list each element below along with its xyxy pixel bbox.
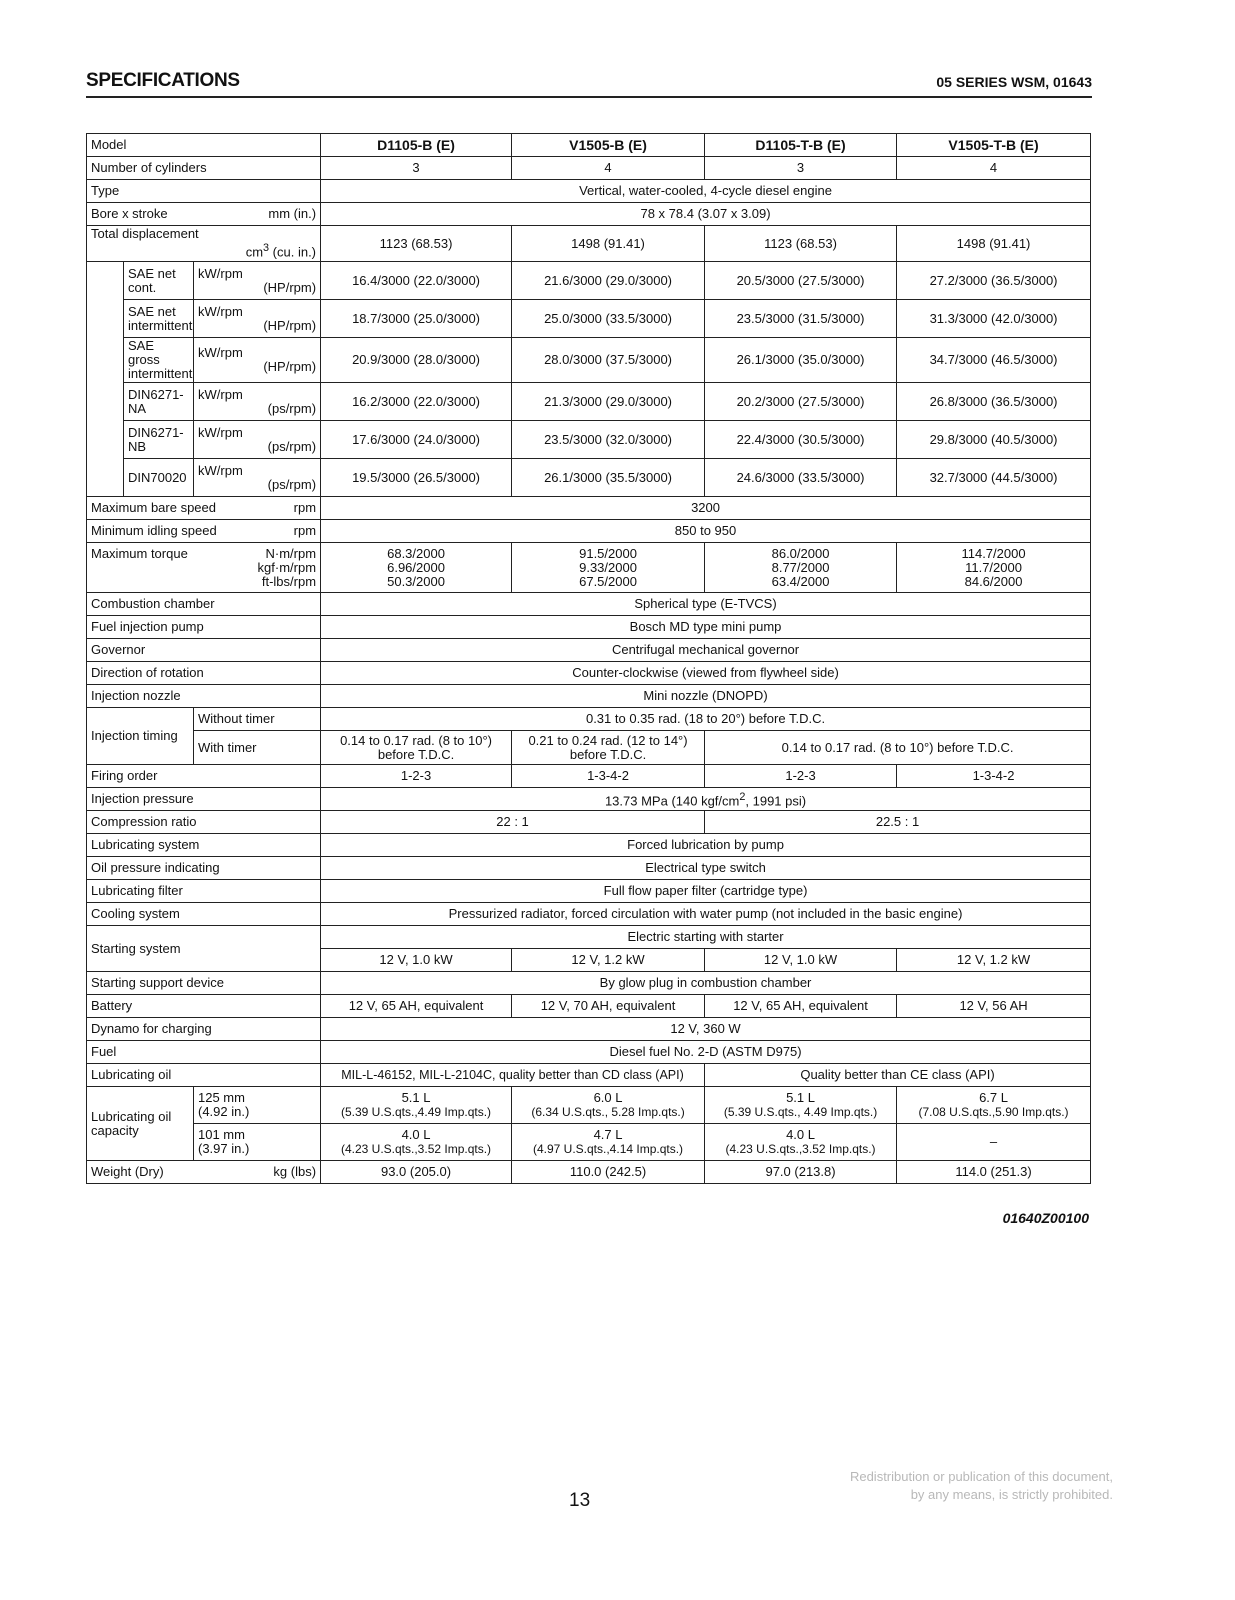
table-cell <box>897 1087 1091 1124</box>
row-label: Lubricating oil capacity <box>87 1087 194 1161</box>
table-row <box>87 834 1091 857</box>
table-row <box>87 226 1091 262</box>
row-label: Lubricating oil <box>87 1064 321 1087</box>
table-cell: 22.4/3000 (30.5/3000) <box>705 421 897 459</box>
table-cell: 0.31 to 0.35 rad. (18 to 20°) before T.D.C. <box>321 708 1091 731</box>
table-cell: By glow plug in combustion chamber <box>321 972 1091 995</box>
table-cell: 34.7/3000 (46.5/3000) <box>897 338 1091 383</box>
row-label <box>87 543 321 593</box>
table-cell: 12 V, 70 AH, equivalent <box>512 995 705 1018</box>
table-row <box>87 880 1091 903</box>
table-cell: 1123 (68.53) <box>705 226 897 262</box>
label-text: Bore x stroke <box>91 206 168 221</box>
figure-code: 01640Z00100 <box>1002 1210 1089 1226</box>
value-superscript: 2 <box>739 790 746 803</box>
unit-part: cm <box>245 244 264 260</box>
value-line: 86.0/2000 <box>771 545 830 561</box>
label-text: DIN70020 <box>128 469 187 485</box>
table-row <box>87 1087 1091 1124</box>
label-text: DIN6271-NA <box>128 386 184 416</box>
unit-text: N·m/rpm <box>265 545 317 561</box>
row-label: Fuel <box>87 1041 321 1064</box>
table-cell: 97.0 (213.8) <box>705 1161 897 1184</box>
row-label: Battery <box>87 995 321 1018</box>
table-row <box>87 639 1091 662</box>
row-label <box>87 520 321 543</box>
table-row <box>87 1161 1091 1184</box>
label-text: Total displacement <box>91 226 199 242</box>
row-label <box>124 383 194 421</box>
table-row <box>87 180 1091 203</box>
value-line: 91.5/2000 <box>579 545 637 561</box>
label-text: 125 mm <box>198 1090 245 1105</box>
table-cell <box>897 543 1091 593</box>
value-part: 13.73 MPa (140 kgf/cm <box>604 793 740 809</box>
table-cell: 0.21 to 0.24 rad. (12 to 14°) before T.D.C. <box>512 731 705 765</box>
table-cell <box>512 1124 705 1161</box>
table-row <box>87 497 1091 520</box>
table-cell: 29.8/3000 (40.5/3000) <box>897 421 1091 459</box>
table-cell: Quality better than CE class (API) <box>705 1064 1091 1087</box>
value-line: (4.97 U.S.qts.,4.14 Imp.qts.) <box>532 1142 684 1156</box>
table-cell: 25.0/3000 (33.5/3000) <box>512 300 705 338</box>
table-cell: 27.2/3000 (36.5/3000) <box>897 262 1091 300</box>
table-row <box>87 972 1091 995</box>
value-line: 114.7/2000 <box>961 545 1026 561</box>
label-text: SAE net <box>128 303 176 319</box>
unit-text: kg (lbs) <box>273 1164 317 1179</box>
table-cell <box>321 788 1091 811</box>
table-cell: 12 V, 65 AH, equivalent <box>705 995 897 1018</box>
table-row <box>87 157 1091 180</box>
table-cell: MIL-L-46152, MIL-L-2104C, quality better than CD class (API) <box>321 1064 705 1087</box>
value-line: (4.23 U.S.qts.,3.52 Imp.qts.) <box>340 1142 492 1156</box>
row-label: Compression ratio <box>87 811 321 834</box>
table-cell: 22 : 1 <box>321 811 705 834</box>
document-reference: 05 SERIES WSM, 01643 <box>936 74 1092 90</box>
label-text: cont. <box>128 279 157 295</box>
value-line: 4.0 L <box>786 1127 815 1142</box>
value-line: 4.7 L <box>593 1127 623 1142</box>
table-row <box>87 685 1091 708</box>
table-cell: 26.1/3000 (35.5/3000) <box>512 459 705 497</box>
unit-cell <box>194 300 321 338</box>
table-cell: 1498 (91.41) <box>512 226 705 262</box>
specifications-table <box>86 133 1091 1184</box>
unit-cell <box>194 338 321 383</box>
model-header: V1505-B (E) <box>512 134 705 157</box>
value-line: 63.4/2000 <box>771 573 830 589</box>
table-cell: Electrical type switch <box>321 857 1091 880</box>
unit-part: (cu. in.) <box>269 244 317 260</box>
row-label <box>124 262 194 300</box>
sub-label <box>194 1087 321 1124</box>
table-row <box>87 1018 1091 1041</box>
group-label <box>87 262 124 497</box>
model-header: D1105-T-B (E) <box>705 134 897 157</box>
table-cell: Pressurized radiator, forced circulation with water pump (not included in the basic engine) <box>321 903 1091 926</box>
model-header: D1105-B (E) <box>321 134 512 157</box>
table-cell: 20.9/3000 (28.0/3000) <box>321 338 512 383</box>
value-line: 5.1 L <box>786 1090 815 1105</box>
table-cell: 0.14 to 0.17 rad. (8 to 10°) before T.D.C. <box>705 731 1091 765</box>
table-row <box>87 903 1091 926</box>
unit-text: kgf·m/rpm <box>257 559 317 575</box>
label-text: DIN6271-NB <box>128 424 184 454</box>
value-part: , 1991 psi) <box>745 793 807 809</box>
table-row <box>87 543 1091 593</box>
table-cell <box>321 1124 512 1161</box>
table-cell: 19.5/3000 (26.5/3000) <box>321 459 512 497</box>
table-cell: 23.5/3000 (31.5/3000) <box>705 300 897 338</box>
table-cell: 16.4/3000 (22.0/3000) <box>321 262 512 300</box>
notice-line: Redistribution or publication of this document, <box>849 1469 1113 1484</box>
table-cell: Mini nozzle (DNOPD) <box>321 685 1091 708</box>
table-cell: 3200 <box>321 497 1091 520</box>
table-row <box>87 995 1091 1018</box>
table-cell <box>705 543 897 593</box>
table-row <box>87 1124 1091 1161</box>
table-cell: Centrifugal mechanical governor <box>321 639 1091 662</box>
unit-text: kW/rpm <box>198 386 243 402</box>
table-row <box>87 134 1091 157</box>
row-label: Firing order <box>87 765 321 788</box>
row-label: Injection nozzle <box>87 685 321 708</box>
row-label: Fuel injection pump <box>87 616 321 639</box>
unit-text: rpm <box>293 523 317 538</box>
table-cell: Forced lubrication by pump <box>321 834 1091 857</box>
table-cell: 1-2-3 <box>321 765 512 788</box>
value-line: 6.96/2000 <box>387 559 445 575</box>
table-row <box>87 262 1091 300</box>
table-row <box>87 300 1091 338</box>
table-cell: 110.0 (242.5) <box>512 1161 705 1184</box>
label-text: intermittent <box>128 317 193 333</box>
unit-text: (HP/rpm) <box>263 359 317 374</box>
table-row <box>87 765 1091 788</box>
table-cell: 21.6/3000 (29.0/3000) <box>512 262 705 300</box>
page-number: 13 <box>569 1490 591 1511</box>
label-text: Maximum bare speed <box>91 500 216 515</box>
page-title: SPECIFICATIONS <box>86 70 240 91</box>
value-line: (4.23 U.S.qts.,3.52 Imp.qts.) <box>725 1142 876 1156</box>
unit-text <box>91 241 316 259</box>
table-row <box>87 662 1091 685</box>
row-label: Direction of rotation <box>87 662 321 685</box>
table-row <box>87 383 1091 421</box>
row-label: Dynamo for charging <box>87 1018 321 1041</box>
page-header <box>86 70 1092 98</box>
value-line: (5.39 U.S.qts.,4.49 Imp.qts.) <box>340 1105 492 1119</box>
row-label <box>87 226 321 262</box>
unit-text: kW/rpm <box>198 462 243 478</box>
value-line: 9.33/2000 <box>579 559 637 575</box>
value-line: (7.08 U.S.qts.,5.90 Imp.qts.) <box>918 1105 1069 1119</box>
label-text: (4.92 in.) <box>198 1104 250 1119</box>
table-cell: Vertical, water-cooled, 4-cycle diesel engine <box>321 180 1091 203</box>
row-label <box>124 338 194 383</box>
table-cell: Diesel fuel No. 2-D (ASTM D975) <box>321 1041 1091 1064</box>
value-line: 6.7 L <box>979 1090 1008 1105</box>
table-cell: 26.1/3000 (35.0/3000) <box>705 338 897 383</box>
value-line: 5.1 L <box>401 1090 431 1105</box>
value-line: 11.7/2000 <box>965 559 1022 575</box>
table-row <box>87 926 1091 949</box>
row-label <box>124 459 194 497</box>
value-line: 4.0 L <box>401 1127 431 1142</box>
table-cell: 0.14 to 0.17 rad. (8 to 10°) before T.D.C. <box>321 731 512 765</box>
table-row <box>87 593 1091 616</box>
table-cell: 12 V, 360 W <box>321 1018 1091 1041</box>
table-cell: 23.5/3000 (32.0/3000) <box>512 421 705 459</box>
table-cell: 1-2-3 <box>705 765 897 788</box>
table-cell: 93.0 (205.0) <box>321 1161 512 1184</box>
unit-text: kW/rpm <box>198 345 243 360</box>
unit-stack <box>258 547 317 589</box>
table-cell: 12 V, 1.2 kW <box>512 949 705 972</box>
value-line: 6.0 L <box>593 1090 623 1105</box>
table-cell <box>321 543 512 593</box>
row-label: Starting system <box>87 926 321 972</box>
redistribution-notice <box>783 1468 1113 1504</box>
table-row <box>87 811 1091 834</box>
row-label: Number of cylinders <box>87 157 321 180</box>
table-row <box>87 459 1091 497</box>
table-cell: 1498 (91.41) <box>897 226 1091 262</box>
table-cell: 1-3-4-2 <box>512 765 705 788</box>
table-cell: 3 <box>321 157 512 180</box>
table-row <box>87 1041 1091 1064</box>
model-header: V1505-T-B (E) <box>897 134 1091 157</box>
table-cell: 12 V, 65 AH, equivalent <box>321 995 512 1018</box>
row-label: Type <box>87 180 321 203</box>
unit-text: (HP/rpm) <box>263 279 317 295</box>
table-cell <box>512 543 705 593</box>
row-label <box>124 421 194 459</box>
table-cell <box>705 1124 897 1161</box>
table-cell: 12 V, 56 AH <box>897 995 1091 1018</box>
row-label: Injection timing <box>87 708 194 765</box>
label-text: SAE net <box>128 265 176 281</box>
unit-cell <box>194 421 321 459</box>
row-label <box>87 497 321 520</box>
table-cell: 850 to 950 <box>321 520 1091 543</box>
row-label: Model <box>87 134 321 157</box>
unit-text: (ps/rpm) <box>267 438 317 454</box>
unit-text: mm (in.) <box>268 206 317 221</box>
value-line: 8.77/2000 <box>771 559 830 575</box>
table-row <box>87 1064 1091 1087</box>
notice-line: by any means, is strictly prohibited. <box>910 1487 1113 1502</box>
table-cell: 4 <box>512 157 705 180</box>
table-cell: 20.5/3000 (27.5/3000) <box>705 262 897 300</box>
table-cell: 17.6/3000 (24.0/3000) <box>321 421 512 459</box>
row-label <box>124 300 194 338</box>
row-label: Injection pressure <box>87 788 321 811</box>
unit-text: kW/rpm <box>198 424 243 440</box>
value-line: 84.6/2000 <box>964 573 1023 589</box>
row-label: Starting support device <box>87 972 321 995</box>
table-row <box>87 203 1091 226</box>
unit-text: kW/rpm <box>198 265 243 281</box>
unit-text: rpm <box>293 500 317 515</box>
table-cell: 12 V, 1.0 kW <box>321 949 512 972</box>
unit-text: (ps/rpm) <box>267 476 317 492</box>
table-cell: 32.7/3000 (44.5/3000) <box>897 459 1091 497</box>
table-cell: 28.0/3000 (37.5/3000) <box>512 338 705 383</box>
unit-text: (ps/rpm) <box>267 400 317 416</box>
unit-text: (HP/rpm) <box>263 317 317 333</box>
unit-cell <box>194 459 321 497</box>
row-label: Combustion chamber <box>87 593 321 616</box>
table-row <box>87 708 1091 731</box>
table-row <box>87 788 1091 811</box>
table-cell: 12 V, 1.0 kW <box>705 949 897 972</box>
table-cell: 1-3-4-2 <box>897 765 1091 788</box>
table-cell <box>321 1087 512 1124</box>
table-cell: 26.8/3000 (36.5/3000) <box>897 383 1091 421</box>
label-text: (3.97 in.) <box>198 1141 250 1156</box>
row-label: Oil pressure indicating <box>87 857 321 880</box>
value-line: (6.34 U.S.qts., 5.28 Imp.qts.) <box>531 1105 685 1119</box>
table-cell: 20.2/3000 (27.5/3000) <box>705 383 897 421</box>
table-cell <box>705 1087 897 1124</box>
table-cell: Electric starting with starter <box>321 926 1091 949</box>
table-row <box>87 731 1091 765</box>
sub-label: With timer <box>194 731 321 765</box>
unit-superscript: 3 <box>263 242 270 255</box>
value-line: (5.39 U.S.qts., 4.49 Imp.qts.) <box>723 1105 878 1119</box>
unit-cell <box>194 262 321 300</box>
table-cell <box>512 1087 705 1124</box>
sub-label: Without timer <box>194 708 321 731</box>
table-cell: 114.0 (251.3) <box>897 1161 1091 1184</box>
sub-label <box>194 1124 321 1161</box>
label-text: 101 mm <box>198 1127 245 1142</box>
label-text: SAE gross <box>128 338 160 367</box>
row-label: Cooling system <box>87 903 321 926</box>
table-cell: 4 <box>897 157 1091 180</box>
table-cell: 1123 (68.53) <box>321 226 512 262</box>
table-row <box>87 421 1091 459</box>
value-line: 68.3/2000 <box>387 545 445 561</box>
table-cell: 22.5 : 1 <box>705 811 1091 834</box>
label-text: intermittent <box>128 366 193 381</box>
table-cell: Bosch MD type mini pump <box>321 616 1091 639</box>
row-label <box>87 203 321 226</box>
label-text: Maximum torque <box>91 545 188 561</box>
row-label: Lubricating system <box>87 834 321 857</box>
table-cell: 24.6/3000 (33.5/3000) <box>705 459 897 497</box>
table-cell: 31.3/3000 (42.0/3000) <box>897 300 1091 338</box>
row-label <box>87 1161 321 1184</box>
table-cell: Full flow paper filter (cartridge type) <box>321 880 1091 903</box>
table-row <box>87 338 1091 383</box>
table-cell: 16.2/3000 (22.0/3000) <box>321 383 512 421</box>
table-row <box>87 857 1091 880</box>
row-label: Lubricating filter <box>87 880 321 903</box>
unit-cell <box>194 383 321 421</box>
row-label: Governor <box>87 639 321 662</box>
table-cell: 21.3/3000 (29.0/3000) <box>512 383 705 421</box>
table-row <box>87 616 1091 639</box>
table-row <box>87 520 1091 543</box>
unit-text: kW/rpm <box>198 303 243 319</box>
table-cell: Spherical type (E-TVCS) <box>321 593 1091 616</box>
value-line: 67.5/2000 <box>579 573 637 589</box>
table-cell: 18.7/3000 (25.0/3000) <box>321 300 512 338</box>
table-cell <box>897 1124 1091 1161</box>
table-cell: 78 x 78.4 (3.07 x 3.09) <box>321 203 1091 226</box>
table-cell: Counter-clockwise (viewed from flywheel side) <box>321 662 1091 685</box>
table-cell: 12 V, 1.2 kW <box>897 949 1091 972</box>
unit-text: ft-lbs/rpm <box>261 573 317 589</box>
label-text: Weight (Dry) <box>91 1164 164 1179</box>
value-line: – <box>989 1134 998 1149</box>
value-line: 50.3/2000 <box>387 573 445 589</box>
label-text: Minimum idling speed <box>91 523 217 538</box>
table-cell: 3 <box>705 157 897 180</box>
